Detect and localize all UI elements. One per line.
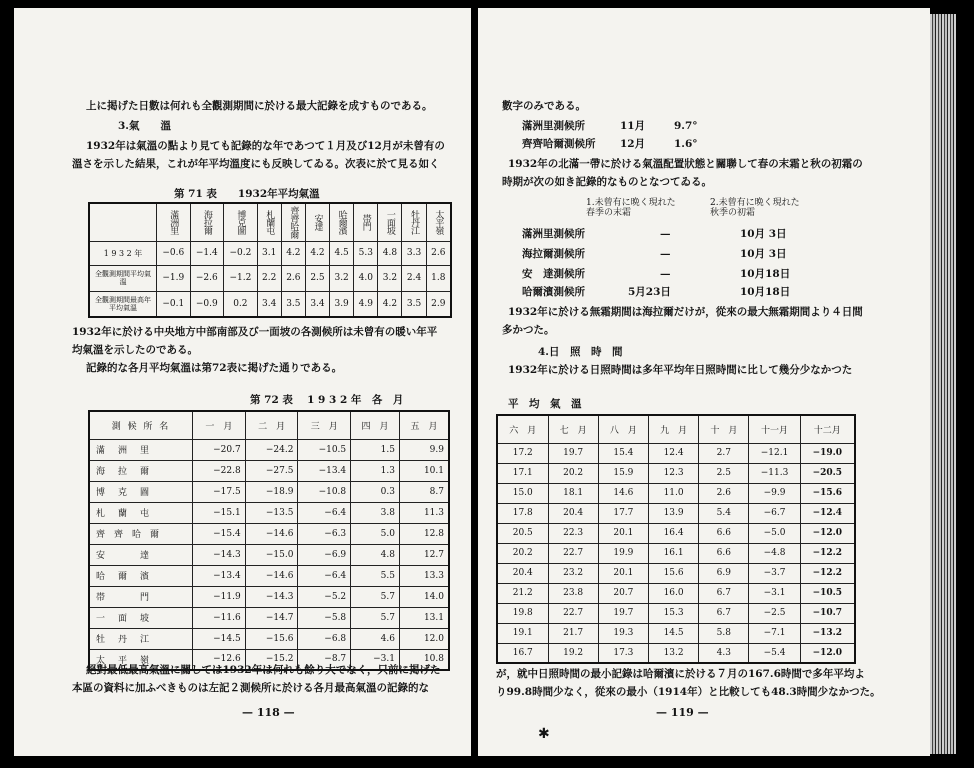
table-cell: 4.8 [351,544,400,565]
table-cell: 19.2 [548,643,598,663]
table-row [89,544,449,565]
table-71-header: 太平嶺 [426,203,451,241]
table-71 [88,202,452,318]
table-cell: −10.8 [298,481,351,502]
table-cell: −5.8 [298,607,351,628]
station-name: 博 克 圖 [89,481,193,502]
table-cell: −8.7 [298,649,351,670]
record-station: 滿洲里測候所 [522,120,585,132]
station-name: 牡 丹 江 [89,628,193,649]
table-row [497,563,855,583]
table-row [89,481,449,502]
table-cell: −11.6 [193,607,246,628]
table-row [497,543,855,563]
table-cell: −24.2 [245,439,298,460]
table-cell: 16.1 [648,543,698,563]
table-cell: 23.8 [548,583,598,603]
frost-col-header: 1.未曾有に晩く現れた春季の末霜 [586,198,676,218]
table-cell: −10.5 [298,439,351,460]
text-line: り99.8時間少なく，從來の最小（1914年）と比較しても48.3時間少なかつた。 [496,686,881,698]
table-cell: 15.9 [598,463,648,483]
table-cell: −0.6 [157,241,191,265]
table-72-header: 三 月 [298,411,351,439]
book-page-edges [930,14,956,754]
table-cell: 18.1 [548,483,598,503]
table-cell: −12.2 [800,543,855,563]
table-cell: −13.2 [800,623,855,643]
table-cell: 12.4 [648,443,698,463]
table-cell: −6.3 [298,523,351,544]
table-72-header: 四 月 [351,411,400,439]
table-cell: 3.1 [257,241,281,265]
table-cell: 17.2 [497,443,548,463]
text-line: 1932年に於ける日照時間は多年平均年日照時間に比して幾分少なかつた [508,364,853,376]
table-cell: 3.5 [402,291,426,317]
table-cell: 5.7 [351,607,400,628]
table-cell: −14.6 [245,523,298,544]
table-cell: 12.8 [399,523,449,544]
table-cell: 2.6 [426,241,451,265]
table-cell: −15.0 [245,544,298,565]
table-cell: 5.7 [351,586,400,607]
text-line: 均氣溫を示したのである。 [72,344,198,356]
table-cell: 4.6 [351,628,400,649]
table-cell: 4.8 [378,241,402,265]
text-line: 1932年に於ける無霜期間は海拉爾だけが，從來の最大無霜期間より４日間 [508,306,863,318]
text-line: 時期が次の如き記錄的なものとなつてゐる。 [502,176,712,188]
table-cell: 3.8 [351,502,400,523]
table-72-right [496,414,856,664]
station-name: 帯 門 [89,586,193,607]
table-cell: −5.4 [749,643,800,663]
table-cell: 16.4 [648,523,698,543]
frost-autumn: 10月 3日 [740,228,787,240]
table-cell: 3.5 [281,291,305,317]
table-cell: −0.9 [190,291,224,317]
table-cell: −14.3 [245,586,298,607]
table-cell: −11.3 [749,463,800,483]
table-71-header: 牡丹江 [402,203,426,241]
table-cell: 22.7 [548,543,598,563]
table-cell: 12.3 [648,463,698,483]
table-cell: 3.4 [257,291,281,317]
table-cell: −12.6 [193,649,246,670]
table-cell: 6.9 [699,563,749,583]
table-cell: −7.1 [749,623,800,643]
table-row [89,565,449,586]
station-name: 滿 洲 里 [89,439,193,460]
table-row [497,603,855,623]
table-row [89,439,449,460]
table-row [89,241,451,265]
table-cell: 17.8 [497,503,548,523]
table-cell: −10.7 [800,603,855,623]
station-name: 安 達 [89,544,193,565]
table-cell: −17.5 [193,481,246,502]
table-row [89,460,449,481]
station-name: 札 蘭 屯 [89,502,193,523]
table-72-header: 九 月 [648,415,698,443]
table-cell: 15.4 [598,443,648,463]
frost-station: 滿洲里測候所 [522,228,585,240]
table-cell: 4.3 [699,643,749,663]
text-line: 1932年は氣溫の點より見ても記錄的な年であつて１月及び12月が未曾有の [86,140,445,152]
table-cell: 17.3 [598,643,648,663]
table-cell: −12.0 [800,523,855,543]
table-72-header: 二 月 [245,411,298,439]
table-cell: −14.7 [245,607,298,628]
table-cell: 21.2 [497,583,548,603]
table-cell: 20.5 [497,523,548,543]
section-heading: 4.日 照 時 間 [538,346,623,358]
text-line: 多かつた。 [502,324,555,336]
frost-spring: — [660,228,671,240]
table-cell: 2.6 [699,483,749,503]
table-cell: −13.4 [298,460,351,481]
table-cell: −13.4 [193,565,246,586]
table-cell: −12.2 [800,563,855,583]
table-cell: 3.3 [402,241,426,265]
table-cell: 17.1 [497,463,548,483]
table-cell: −0.2 [224,241,258,265]
station-name: 一 面 坡 [89,607,193,628]
frost-station: 海拉爾測候所 [522,248,585,260]
frost-spring: 5月23日 [628,286,671,298]
table-cell: −11.9 [193,586,246,607]
text-line: 絕對最低最高氣溫に關しては1932年は何れも餘り大でなく，只前に掲げた [86,664,441,676]
table-cell: −2.6 [190,265,224,291]
frost-col-header: 2.未曾有に晩く現れた秋季の初霜 [710,198,800,218]
text-line: 1932年の北滿一帶に於ける氣溫配置狀態と關聯して春の末霜と秋の初霜の [508,158,863,170]
station-name: 齊 齊 哈 爾 [89,523,193,544]
table-cell: 6.6 [699,543,749,563]
table-cell: −12.4 [800,503,855,523]
table-cell: −14.5 [193,628,246,649]
table-cell: −15.6 [800,483,855,503]
station-name: 太 平 嶺 [89,649,193,670]
table-cell: −10.5 [800,583,855,603]
table-cell: 22.3 [548,523,598,543]
table-cell: −1.9 [157,265,191,291]
table-71-header: 帯門 [354,203,378,241]
table-cell: 2.4 [402,265,426,291]
table-cell: 19.8 [497,603,548,623]
table-cell: 11.3 [399,502,449,523]
table-cell: 19.7 [548,443,598,463]
table-cell: −3.1 [749,583,800,603]
table-cell: −15.2 [245,649,298,670]
table-cell: 19.1 [497,623,548,643]
table-cell: 11.0 [648,483,698,503]
record-month: 11月 [620,120,646,132]
table-row [89,265,451,291]
table-72-header: 一 月 [193,411,246,439]
table-cell: 15.3 [648,603,698,623]
table-cell: 15.6 [648,563,698,583]
table-72-caption-right: 平 均 氣 溫 [508,398,582,410]
table-cell: −4.8 [749,543,800,563]
table-71-header: 滿洲里 [157,203,191,241]
table-cell: 2.9 [426,291,451,317]
table-row [497,523,855,543]
frost-spring: — [660,248,671,260]
table-cell: 20.2 [497,543,548,563]
table-71-corner [89,203,157,241]
page-number: — 119 — [656,706,709,719]
table-cell: 19.9 [598,543,648,563]
table-cell: 10.1 [399,460,449,481]
table-72-header: 十一月 [749,415,800,443]
row-label: 1 9 3 2 年 [89,241,157,265]
table-cell: 14.6 [598,483,648,503]
table-cell: −13.5 [245,502,298,523]
table-cell: 20.4 [497,563,548,583]
record-month: 12月 [620,138,646,150]
table-cell: 6.7 [699,603,749,623]
table-cell: 6.6 [699,523,749,543]
table-cell: 4.5 [330,241,354,265]
table-cell: −6.7 [749,503,800,523]
table-cell: 3.2 [378,265,402,291]
frost-station: 安 達測候所 [522,268,585,280]
table-cell: −6.4 [298,565,351,586]
table-cell: 4.9 [354,291,378,317]
frost-autumn: 10月 3日 [740,248,787,260]
table-cell: 20.1 [598,523,648,543]
table-cell: 22.7 [548,603,598,623]
text-line: 本區の資料に加ふべきものは左記２測候所に於ける各月最高氣溫の記錄的な [72,682,429,694]
record-station: 齊齊哈爾測候所 [522,138,596,150]
table-cell: 3.9 [330,291,354,317]
table-cell: 14.5 [648,623,698,643]
table-cell: 1.3 [351,460,400,481]
table-row [89,628,449,649]
table-cell: −1.4 [190,241,224,265]
table-cell: 2.7 [699,443,749,463]
table-72-header: 七 月 [548,415,598,443]
table-cell: 9.9 [399,439,449,460]
table-row [89,586,449,607]
table-cell: −20.5 [800,463,855,483]
table-cell: −15.4 [193,523,246,544]
table-cell: −20.7 [193,439,246,460]
station-name: 哈 爾 濱 [89,565,193,586]
table-cell: 2.6 [281,265,305,291]
table-cell: −15.6 [245,628,298,649]
table-cell: 20.1 [598,563,648,583]
table-cell: −12.0 [800,643,855,663]
table-cell: −6.4 [298,502,351,523]
table-cell: 4.2 [378,291,402,317]
table-cell: 0.2 [224,291,258,317]
table-row [497,463,855,483]
table-cell: −22.8 [193,460,246,481]
table-cell: 4.2 [281,241,305,265]
table-72-header: 測 候 所 名 [89,411,193,439]
row-label: 全觀測期間最高年平均氣溫 [89,291,157,317]
table-cell: −5.0 [749,523,800,543]
table-71-header: 安達 [305,203,329,241]
table-71-header: 海拉爾 [190,203,224,241]
text-line: が，就中日照時間の最小記錄は哈爾濱に於ける７月の167.6時間で多年平均よ [496,668,865,680]
table-cell: 12.0 [399,628,449,649]
table-cell: 19.7 [598,603,648,623]
table-72-header: 十 月 [699,415,749,443]
text-line: 1932年に於ける中央地方中部南部及び一面坡の各測候所は未曾有の暖い年平 [72,326,438,338]
table-cell: 14.0 [399,586,449,607]
table-row [497,623,855,643]
table-cell: 16.7 [497,643,548,663]
frost-spring: — [660,268,671,280]
table-cell: 5.8 [699,623,749,643]
table-cell: 10.8 [399,649,449,670]
table-row [497,643,855,663]
table-cell: 16.0 [648,583,698,603]
table-cell: 2.5 [305,265,329,291]
table-71-header: 札蘭屯 [257,203,281,241]
table-cell: −15.1 [193,502,246,523]
table-cell: 6.7 [699,583,749,603]
table-cell: 2.2 [257,265,281,291]
table-cell: 13.2 [648,643,698,663]
table-71-header: 齊齊哈爾 [281,203,305,241]
table-row [89,502,449,523]
right-page [478,8,930,756]
text-line: 數字のみである。 [502,100,586,112]
frost-station: 哈爾濱測候所 [522,286,585,298]
table-cell: 12.7 [399,544,449,565]
table-cell: −6.9 [298,544,351,565]
table-cell: −0.1 [157,291,191,317]
table-71-caption: 第 71 表 1932年平均氣溫 [174,188,320,200]
text-line: 記錄的な各月平均氣溫は第72表に掲げた通りである。 [86,362,343,374]
table-cell: 20.4 [548,503,598,523]
table-cell: 1.8 [426,265,451,291]
table-cell: −27.5 [245,460,298,481]
table-cell: −1.2 [224,265,258,291]
table-cell: −14.3 [193,544,246,565]
table-cell: −19.0 [800,443,855,463]
table-cell: 17.7 [598,503,648,523]
table-72-header: 八 月 [598,415,648,443]
row-label: 全觀測期間平均氣溫 [89,265,157,291]
record-value: 1.6° [674,138,698,150]
table-cell: −14.6 [245,565,298,586]
table-cell: −2.5 [749,603,800,623]
table-cell: 13.1 [399,607,449,628]
table-row [89,607,449,628]
section-heading: 3.氣 溫 [118,120,171,132]
text-line: 溫さを示した結果，これが年平均溫度にも反映してゐる。次表に於て見る如く [72,158,440,170]
table-cell: 3.4 [305,291,329,317]
station-name: 海 拉 爾 [89,460,193,481]
table-72-header: 十二月 [800,415,855,443]
table-cell: −3.7 [749,563,800,583]
frost-autumn: 10月18日 [740,286,791,298]
table-cell: 5.3 [354,241,378,265]
table-72-header: 六 月 [497,415,548,443]
page-number: — 118 — [242,706,295,719]
table-72-header: 五 月 [399,411,449,439]
table-cell: 5.0 [351,523,400,544]
table-72-caption: 第 72 表 1 9 3 2 年 各 月 [250,394,404,406]
table-row [89,523,449,544]
table-cell: 0.3 [351,481,400,502]
table-cell: 5.4 [699,503,749,523]
left-page [14,8,471,756]
table-cell: 1.5 [351,439,400,460]
table-cell: 15.0 [497,483,548,503]
table-cell: −12.1 [749,443,800,463]
table-cell: 4.2 [305,241,329,265]
text-line: 上に掲げた日數は何れも全觀測期間に於ける最大記錄を成すものである。 [86,100,433,112]
table-row [89,291,451,317]
table-cell: 3.2 [330,265,354,291]
table-cell: −6.8 [298,628,351,649]
table-cell: 23.2 [548,563,598,583]
table-cell: 19.3 [598,623,648,643]
table-cell: −5.2 [298,586,351,607]
frost-autumn: 10月18日 [740,268,791,280]
table-72-left [88,410,450,671]
table-row [497,443,855,463]
table-cell: 20.7 [598,583,648,603]
table-row [497,483,855,503]
table-cell: 20.2 [548,463,598,483]
table-cell: 5.5 [351,565,400,586]
table-cell: −9.9 [749,483,800,503]
ink-blot-icon: ✱ [538,726,550,742]
table-cell: −3.1 [351,649,400,670]
table-71-header: 哈爾濱 [330,203,354,241]
table-cell: 13.9 [648,503,698,523]
record-value: 9.7° [674,120,698,132]
table-row [497,583,855,603]
table-cell: 4.0 [354,265,378,291]
table-71-header: 博克圖 [224,203,258,241]
table-row [497,503,855,523]
table-cell: 2.5 [699,463,749,483]
table-71-header: 一面坡 [378,203,402,241]
table-cell: 13.3 [399,565,449,586]
table-cell: 8.7 [399,481,449,502]
table-cell: 21.7 [548,623,598,643]
table-cell: −18.9 [245,481,298,502]
